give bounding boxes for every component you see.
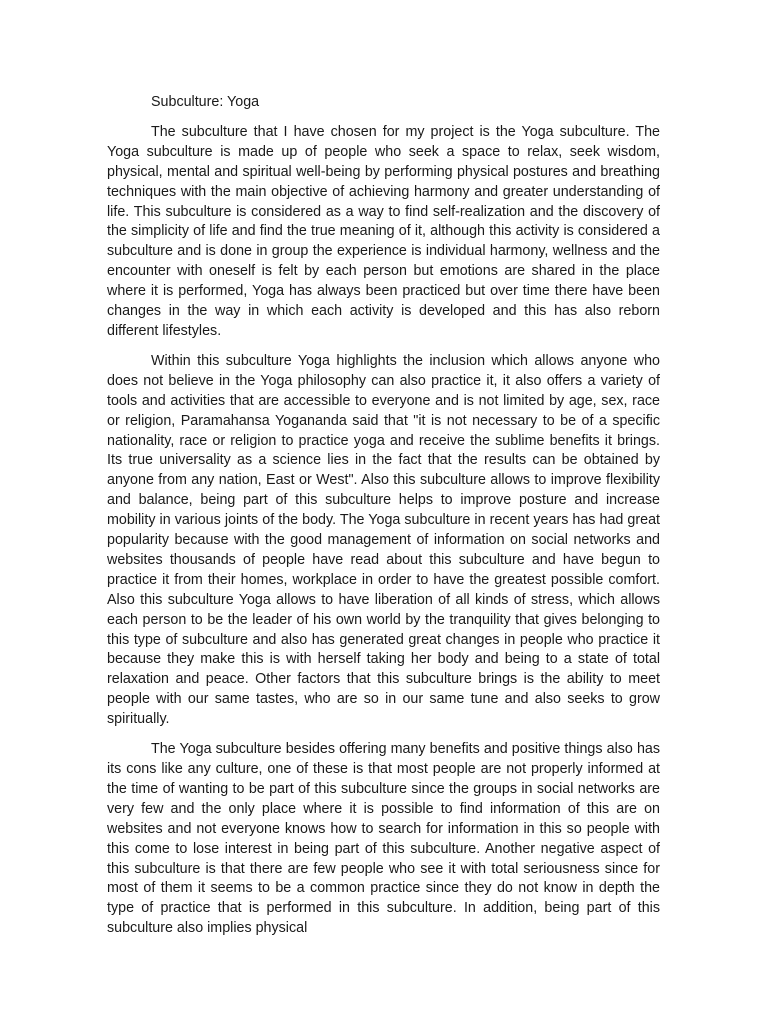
document-body <box>107 93 660 949</box>
paragraph-2: Within this subculture Yoga highlights the inclusion which allows anyone who does not believe in the Yoga philosophy can also practice it, it also offers a variety of tools and activities that are accessible to everyone and is not limited by age, sex, race or religion, Paramahansa Yogananda said that "it is not necessary to be of a specific nationality, race or religion to practice yoga and receive the sublime benefits it brings. Its true universality as a science lies in the fact that the results can be obtained by anyone from any nation, East or West". Also this subculture allows to improve flexibility and balance, being part of this subculture helps to improve posture and increase mobility in various joints of the body. The Yoga subculture in recent years has had great popularity because with the good management of information on social networks and websites thousands of people have read about this subculture and have begun to practice it from their homes, workplace in order to have the greatest possible comfort. Also this subculture Yoga allows to have liberation of all kinds of stress, which allows each person to be the leader of his own world by the tranquility that gives belonging to this type of subculture and also has generated great changes in people who practice it because they make this is with herself taking her body and being to a state of total relaxation and peace. Other factors that this subculture brings is the ability to meet people with our same tastes, who are so in our same tune and also seeks to grow spiritually. <box>107 352 660 728</box>
paragraph-1: The subculture that I have chosen for my project is the Yoga subculture. The Yoga subculture is made up of people who seek a space to relax, seek wisdom, physical, mental and spiritual well-being by performing physical postures and breathing techniques with the main objective of achieving harmony and greater understanding of life. This subculture is considered as a way to find self-realization and the discovery of the simplicity of life and find the true meaning of it, although this activity is considered a subculture and is done in group the experience is individual harmony, wellness and the encounter with oneself is felt by each person but emotions are shared in the place where it is performed, Yoga has always been practiced but over time there have been changes in the way in which each activity is developed and this has also reborn different lifestyles. <box>107 123 660 339</box>
paragraph-3: The Yoga subculture besides offering many benefits and positive things also has its cons like any culture, one of these is that most people are not properly informed at the time of wanting to be part of this subculture since the groups in social networks are very few and the only place where it is possible to find information of this are on websites and not everyone knows how to search for information in this so people with this come to lose interest in being part of this subculture. Another negative aspect of this subculture is that there are few people who see it with total seriousness since for most of them it seems to be a common practice since they do not know in depth the type of practice that is performed in this subculture. In addition, being part of this subculture also implies physical <box>107 741 660 937</box>
document-title: Subculture: Yoga <box>151 94 260 110</box>
